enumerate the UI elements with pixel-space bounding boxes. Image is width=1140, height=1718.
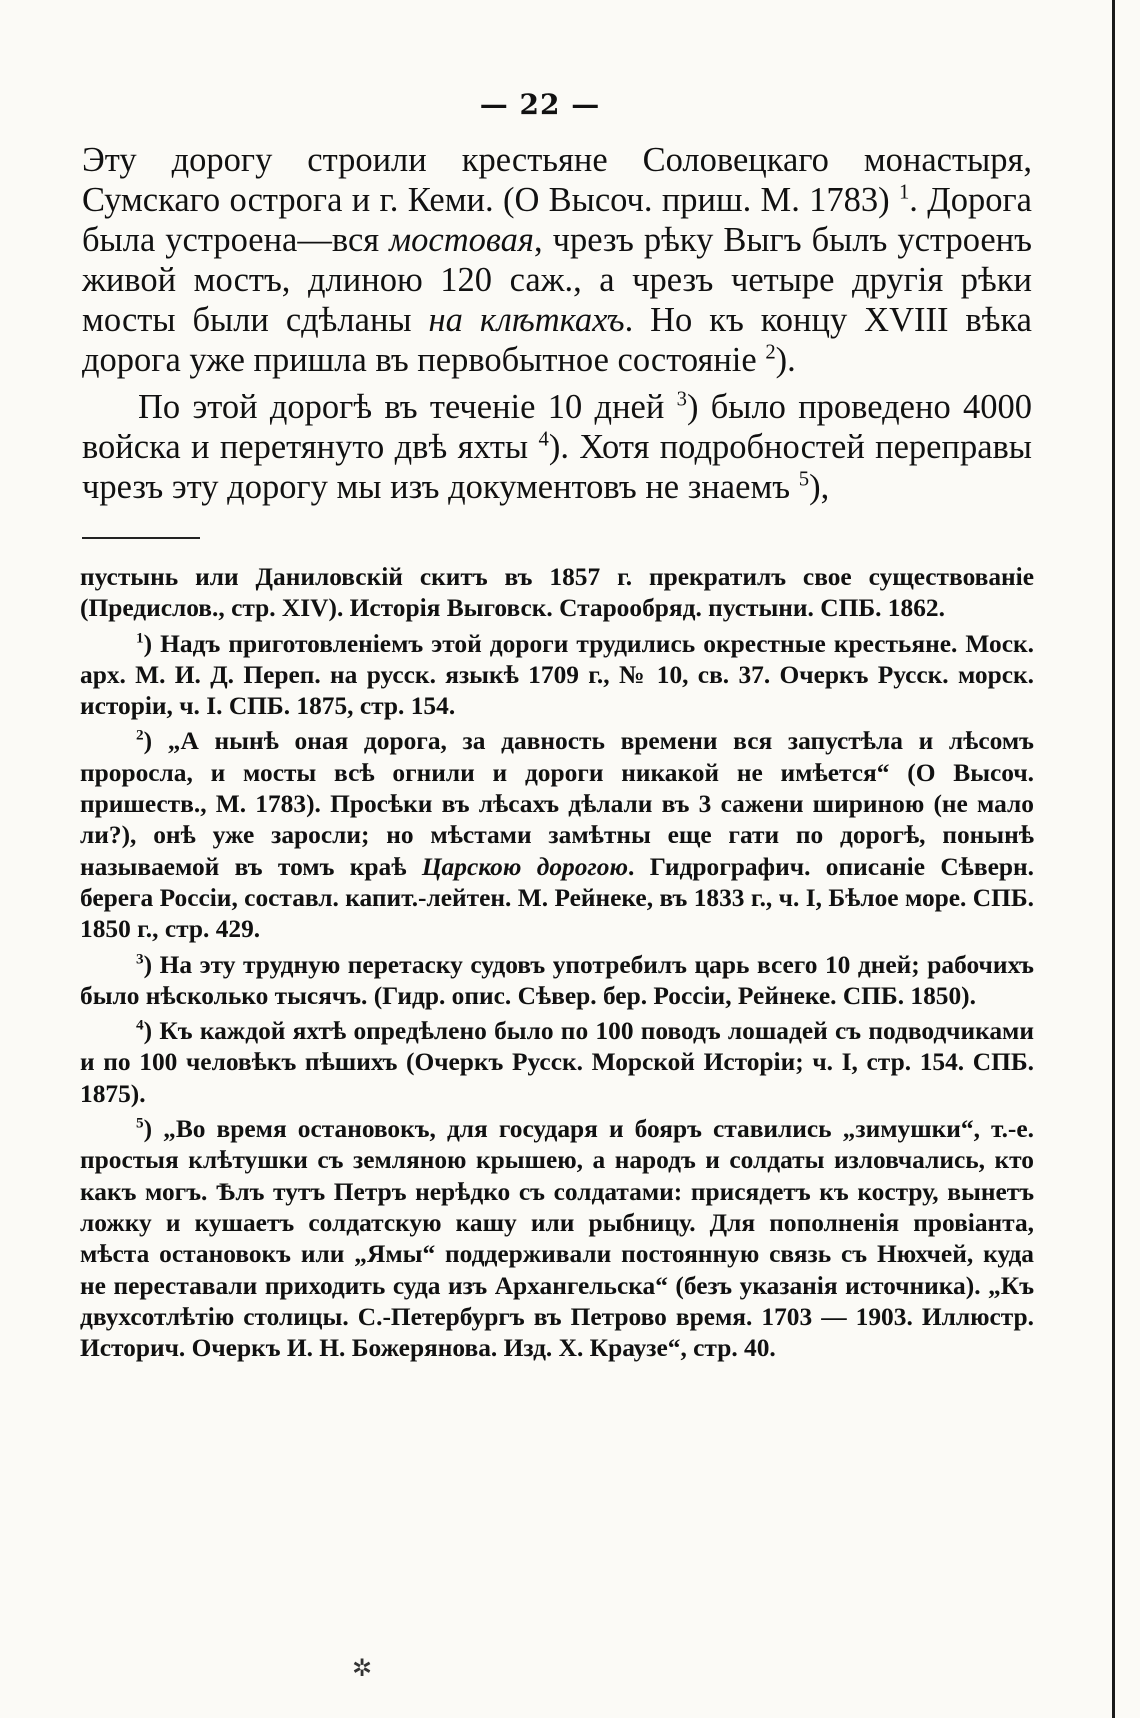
- footnote-continuation: пустынь или Даниловскій скитъ въ 1857 г. прекратилъ свое существованіе (Предислов., стр. XIV). Исторія Выговск. Старообряд. пустыни. СПБ. 1862.: [80, 563, 1034, 623]
- footnotes: [80, 562, 1034, 1368]
- paragraph-2: [82, 387, 1032, 507]
- page-number: — 22 —: [479, 88, 601, 121]
- ink-blot-icon: ✲: [352, 1654, 373, 1682]
- scan-edge-line: [1112, 0, 1115, 1718]
- text-run: По этой дорогѣ въ теченіе 10 дней: [138, 388, 677, 426]
- footnote-1: [80, 629, 1034, 723]
- footnote-text: ) На эту трудную перетаску судовъ употребилъ царь всего 10 дней; рабочихъ было нѣсколько тысячъ. (Гидр. опис. Сѣвер. бер. Россіи, Рейнеке. СПБ. 1850).: [80, 950, 1034, 1010]
- text-run: . Но къ концу XVIII вѣка дорога уже пришла въ первобытное состояніе: [82, 301, 1032, 379]
- footnote-2: [80, 726, 1034, 945]
- footnote-text: . Гидрографич. описаніе Сѣверн. берега Россіи, составл. капит.-лейтен. М. Рейнеке, въ 1833 г., ч. І, Бѣлое море. СПБ. 1850 г., стр. 429.: [80, 852, 1034, 944]
- footnote-5: [80, 1114, 1034, 1364]
- text-run: Эту дорогу строили крестьяне Соловецкаго монастыря, Сумскаго острога и г. Кеми. (О Высоч. приш. М. 1783): [82, 141, 1032, 219]
- text-run: ).: [775, 341, 796, 379]
- footnote-text: ) „А нынѣ оная дорога, за давность времени вся запустѣла и лѣсомъ проросла, и мосты всѣ огнили и дороги никакой не имѣется“ (О Высоч. пришеств., М. 1783). Просѣки въ лѣсахъ дѣлали въ 3 сажени шириною (не мало ли?), онѣ уже заросли; но мѣстами замѣтны еще гати по дорогѣ, понынѣ называемой въ томъ краѣ: [80, 727, 1034, 881]
- text-run: ) было проведено 4000 войска и перетянуто двѣ яхты: [82, 388, 1032, 466]
- footnote-3: [80, 950, 1034, 1013]
- footnote-ref: 5: [798, 468, 810, 491]
- footnote-4: [80, 1016, 1034, 1110]
- footnote-text: ) Къ каждой яхтѣ опредѣлено было по 100 поводъ лошадей съ подводчиками и по 100 человѣкъ пѣшихъ (Очеркъ Русск. Морской Исторіи; ч. І, стр. 154. СПБ. 1875).: [80, 1017, 1034, 1108]
- text-run: , чрезъ рѣку Выгъ былъ устроенъ живой мостъ, длиною 120 саж., а чрезъ четыре другія рѣки мосты были сдѣланы: [82, 221, 1032, 339]
- emphasis: мостовая: [389, 221, 534, 259]
- paragraph-1: [82, 140, 1032, 380]
- footnote-separator: [82, 537, 200, 539]
- emphasis: на клѣткахъ: [428, 301, 625, 339]
- footnote-marker: 5: [136, 1114, 144, 1132]
- text-run: . Дорога была устроена—вся: [82, 181, 1032, 259]
- footnote-ref: 1: [898, 181, 910, 204]
- footnote-ref: 4: [538, 428, 549, 451]
- main-text: [82, 140, 1032, 507]
- footnote-text: ) Надъ приготовленіемъ этой дороги трудились окрестные крестьяне. Моск. арх. М. И. Д. Переп. на русск. языкѣ 1709 г., № 10, св. 37. Очеркъ Русск. морск. исторіи, ч. І. СПБ. 1875, стр. 154.: [80, 629, 1034, 721]
- footnote-marker: 1: [136, 629, 144, 647]
- text-run: ),: [809, 468, 830, 506]
- footnote-marker: 3: [136, 950, 144, 968]
- emphasis: Царскою дорогою: [421, 852, 629, 881]
- text-run: ). Хотя подробностей переправы чрезъ эту дорогу мы изъ документовъ не знаемъ: [82, 428, 1032, 506]
- footnote-marker: 4: [136, 1016, 144, 1034]
- footnote-ref: 2: [765, 341, 776, 364]
- footnote-text: ) „Во время остановокъ, для государя и бояръ ставились „зимушки“, т.-е. простыя клѣтушки съ земляною крышею, а народъ и солдаты изловчались, кто какъ могъ. Ѣлъ тутъ Петръ нерѣдко съ солдатами: присядетъ къ костру, вынетъ ложку и кушаетъ солдатскую кашу или рыбницу. Для пополненія провіанта, мѣста остановокъ или „Ямы“ поддерживали постоянную связь съ Нюхчей, куда не переставали приходить суда изъ Архангельска“ (безъ указанія источника). „Къ двухсотлѣтію столицы. С.-Петербургъ въ Петрово время. 1703 — 1903. Иллюстр. Историч. Очеркъ И. Н. Божерянова. Изд. Х. Краузе“, стр. 40.: [80, 1115, 1034, 1363]
- footnote-marker: 2: [136, 727, 144, 745]
- footnote-ref: 3: [676, 388, 687, 411]
